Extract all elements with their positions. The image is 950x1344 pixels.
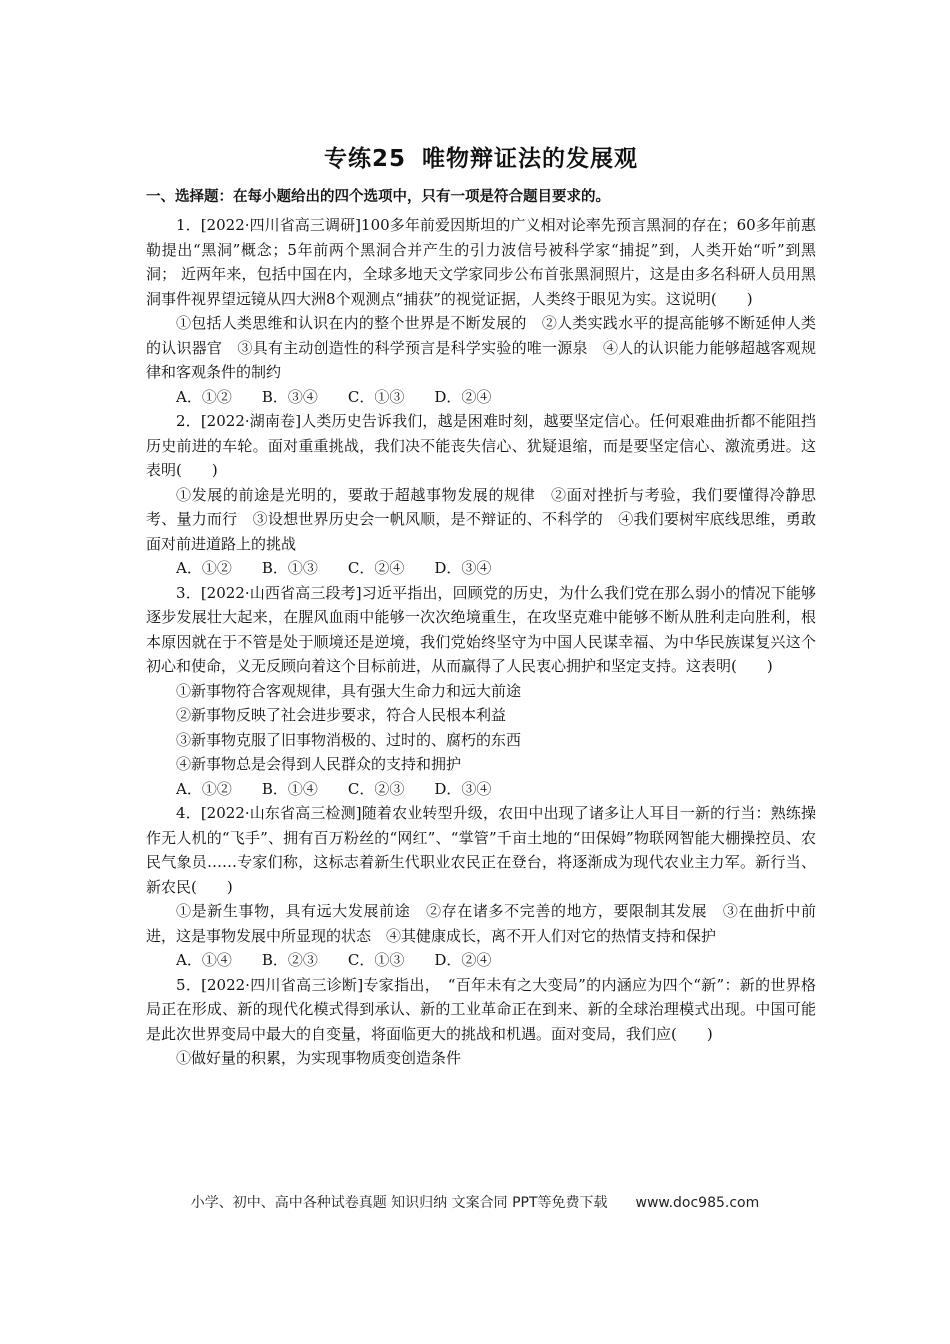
footer-site-link[interactable]: www.doc985.com (635, 1195, 760, 1211)
question-stem: 1．[2022·四川省高三调研]100多年前爱因斯坦的广义相对论率先预言黑洞的存在；60多年前惠勒提出“黑洞”概念；5年前两个黑洞合并产生的引力波信号被科学家“捕捉”到，人类开始“听”到黑洞； 近两年来，包括中国在内，全球多地天文学家同步公布首张黑洞照片，这是由多名科研人员用黑洞事件视界望远镜从四大洲8个观测点“捕获”的视觉证据，人类终于眼见为实。这说明( ) (146, 216, 816, 308)
choice-c: C．①③ (347, 387, 405, 406)
option-line: ②新事物反映了社会进步要求，符合人民根本利益 (176, 706, 507, 724)
choice-b: B．③④ (261, 387, 318, 406)
choice-a: A．①④ (176, 951, 232, 969)
choice-d: D．②④ (434, 951, 492, 969)
section-heading: 一、选择题：在每小题给出的四个选项中，只有一项是符合题目要求的。 (146, 189, 610, 205)
choice-d: D．③④ (434, 559, 492, 577)
answer-choices (146, 385, 816, 410)
choice-b: B．①④ (261, 779, 318, 798)
choice-a: A．①② (176, 779, 232, 798)
question-1 (146, 213, 816, 409)
question-3 (146, 581, 816, 802)
page-title (146, 140, 816, 173)
option-line: ①新事物符合客观规律，具有强大生命力和远大前途 (176, 681, 522, 700)
question-stem: 2．[2022·湖南卷]人类历史告诉我们，越是困难时刻，越要坚定信心。任何艰难曲折都不能阻挡历史前进的车轮。面对重重挑战，我们决不能丧失信心、犹疑退缩，而是要坚定信心、激流勇进。这表明( ) (146, 412, 816, 479)
question-stem: 3．[2022·山西省高三段考]习近平指出，回顾党的历史，为什么我们党在那么弱小的情况下能够逐步发展壮大起来，在腥风血雨中能够一次次绝境重生，在攻坚克难中能够不断从胜利走向胜利，根本原因就在于不管是处于顺境还是逆境，我们党始终坚守为中国人民谋幸福、为中华民族谋复兴这个初心和使命，义无反顾向着这个目标前进，从而赢得了人民衷心拥护和坚定支持。这表明( ) (146, 583, 816, 675)
question-options: ①包括人类思维和认识在内的整个世界是不断发展的 ②人类实践水平的提高能够不断延伸人类的认识器官 ③具有主动创造性的科学预言是科学实验的唯一源泉 ④人的认识能力能够超越客观规律和客观条件的制约 (146, 314, 816, 381)
title-text: 唯物辩证法的发展观 (422, 146, 638, 172)
answer-choices (146, 777, 816, 802)
question-4 (146, 801, 816, 973)
choice-b: B．②③ (261, 951, 318, 969)
choice-a: A．①② (176, 559, 232, 577)
choice-c: C．②④ (347, 559, 405, 577)
option-line: ④新事物总是会得到人民群众的支持和拥护 (176, 755, 462, 773)
choice-d: D．②④ (434, 387, 492, 406)
title-prefix: 专练25 (323, 146, 406, 172)
choice-b: B．①③ (261, 559, 318, 577)
answer-choices (146, 556, 816, 581)
choice-d: D．③④ (434, 779, 492, 798)
option-line: ①做好量的积累，为实现事物质变创造条件 (176, 1049, 462, 1067)
option-line: ③新事物克服了旧事物消极的、过时的、腐朽的东西 (176, 730, 522, 749)
question-stem: 5．[2022·四川省高三诊断]专家指出， “百年未有之大变局”的内涵应为四个“新”：新的世界格局正在形成、新的现代化模式得到承认、新的工业革命正在到来、新的全球治理模式出现。中国可能是此次世界变局中最大的自变量，将面临更大的挑战和机遇。面对变局，我们应( ) (146, 975, 816, 1043)
choice-c: C．①③ (347, 951, 405, 969)
choice-a: A．①② (176, 387, 232, 406)
question-stem: 4．[2022·山东省高三检测]随着农业转型升级，农田中出现了诸多让人耳目一新的行当：熟练操作无人机的“飞手”、拥有百万粉丝的“网红”、“掌管”千亩土地的“田保姆”物联网智能大棚操控员、农民气象员……专家们称，这标志着新生代职业农民正在登台，将逐渐成为现代农业主力军。新行当、新农民( ) (146, 804, 816, 896)
question-options: ①发展的前途是光明的，要敢于超越事物发展的规律 ②面对挫折与考验，我们要懂得冷静思考、量力而行 ③设想世界历史会一帆风顺，是不辩证的、不科学的 ④我们要树牢底线思维，勇敢面对前进道路上的挑战 (146, 485, 816, 553)
footer-text: 小学、初中、高中各种试卷真题 知识归纳 文案合同 PPT等免费下载 (190, 1195, 608, 1211)
question-5 (146, 973, 816, 1071)
document-page (146, 140, 816, 1071)
answer-choices (146, 948, 816, 973)
question-options: ①是新生事物，具有远大发展前途 ②存在诸多不完善的地方，要限制其发展 ③在曲折中前进，这是事物发展中所显现的状态 ④其健康成长，离不开人们对它的热情支持和保护 (146, 902, 816, 945)
question-2 (146, 409, 816, 581)
page-footer (0, 1192, 950, 1212)
choice-c: C．②③ (347, 779, 405, 798)
